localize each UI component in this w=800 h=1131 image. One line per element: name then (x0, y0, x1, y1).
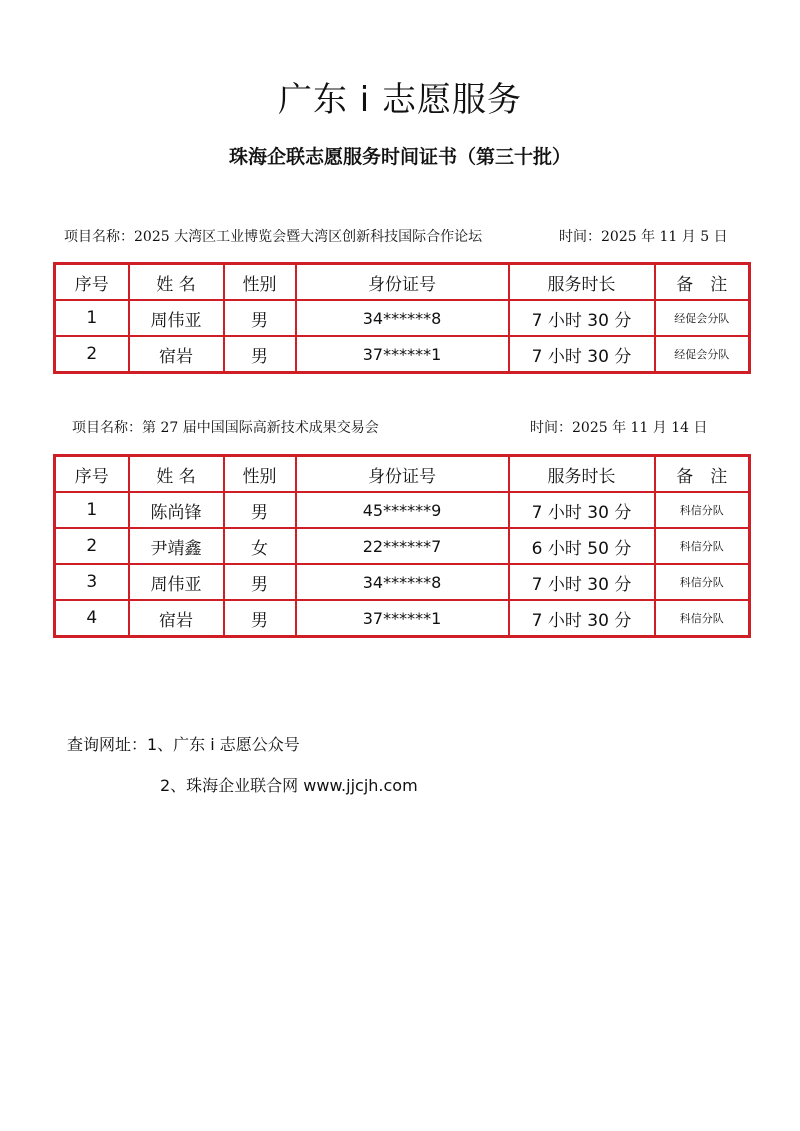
cell-name: 周伟亚 (129, 300, 224, 336)
cell-no: 3 (55, 564, 129, 600)
cell-duration: 7 小时 30 分 (509, 600, 655, 637)
cell-no: 2 (55, 528, 129, 564)
header-id: 身份证号 (296, 264, 509, 301)
header-duration: 服务时长 (509, 456, 655, 493)
project-2-table (53, 454, 751, 638)
cell-gender: 男 (224, 564, 296, 600)
table-header-row (55, 456, 750, 493)
cell-name: 陈尚锋 (129, 492, 224, 528)
cell-name: 周伟亚 (129, 564, 224, 600)
cell-name: 宿岩 (129, 336, 224, 373)
cell-duration: 7 小时 30 分 (509, 300, 655, 336)
header-no: 序号 (55, 264, 129, 301)
table-row (55, 336, 750, 373)
cell-note: 科信分队 (655, 492, 750, 528)
cell-no: 1 (55, 492, 129, 528)
cell-gender: 女 (224, 528, 296, 564)
document-subtitle: 珠海企联志愿服务时间证书（第三十批） (228, 146, 571, 168)
cell-note: 科信分队 (655, 564, 750, 600)
cell-note: 经促会分队 (655, 336, 750, 373)
table-row (55, 528, 750, 564)
cell-id: 34******8 (296, 300, 509, 336)
query-url-line-1: 查询网址：1、广东 i 志愿公众号 (67, 735, 300, 754)
cell-note: 科信分队 (655, 600, 750, 637)
header-name: 姓 名 (129, 456, 224, 493)
cell-id: 37******1 (296, 336, 509, 373)
table-row (55, 564, 750, 600)
header-gender: 性别 (224, 264, 296, 301)
table-row (55, 300, 750, 336)
header-note: 备 注 (655, 264, 750, 301)
header-gender: 性别 (224, 456, 296, 493)
cell-id: 22******7 (296, 528, 509, 564)
project-1-table (53, 262, 751, 374)
cell-gender: 男 (224, 492, 296, 528)
cell-note: 科信分队 (655, 528, 750, 564)
cell-duration: 7 小时 30 分 (509, 336, 655, 373)
project-2-time: 时间：2025 年 11 月 14 日 (530, 420, 708, 436)
project-1-name: 项目名称：2025 大湾区工业博览会暨大湾区创新科技国际合作论坛 (64, 229, 483, 245)
project-1-time: 时间：2025 年 11 月 5 日 (559, 229, 728, 245)
query-url-line-2: 2、珠海企业联合网 www.jjcjh.com (160, 776, 418, 795)
table-row (55, 492, 750, 528)
cell-no: 4 (55, 600, 129, 637)
cell-gender: 男 (224, 600, 296, 637)
cell-id: 45******9 (296, 492, 509, 528)
cell-note: 经促会分队 (655, 300, 750, 336)
header-no: 序号 (55, 456, 129, 493)
cell-gender: 男 (224, 300, 296, 336)
cell-name: 宿岩 (129, 600, 224, 637)
header-note: 备 注 (655, 456, 750, 493)
cell-duration: 7 小时 30 分 (509, 492, 655, 528)
header-name: 姓 名 (129, 264, 224, 301)
cell-no: 2 (55, 336, 129, 373)
cell-duration: 6 小时 50 分 (509, 528, 655, 564)
document-title: 广东 i 志愿服务 (277, 80, 523, 120)
cell-no: 1 (55, 300, 129, 336)
table-row (55, 600, 750, 637)
header-duration: 服务时长 (509, 264, 655, 301)
table-header-row (55, 264, 750, 301)
cell-gender: 男 (224, 336, 296, 373)
header-id: 身份证号 (296, 456, 509, 493)
project-2-name: 项目名称：第 27 届中国国际高新技术成果交易会 (72, 420, 379, 436)
cell-id: 37******1 (296, 600, 509, 637)
cell-name: 尹靖鑫 (129, 528, 224, 564)
cell-id: 34******8 (296, 564, 509, 600)
cell-duration: 7 小时 30 分 (509, 564, 655, 600)
